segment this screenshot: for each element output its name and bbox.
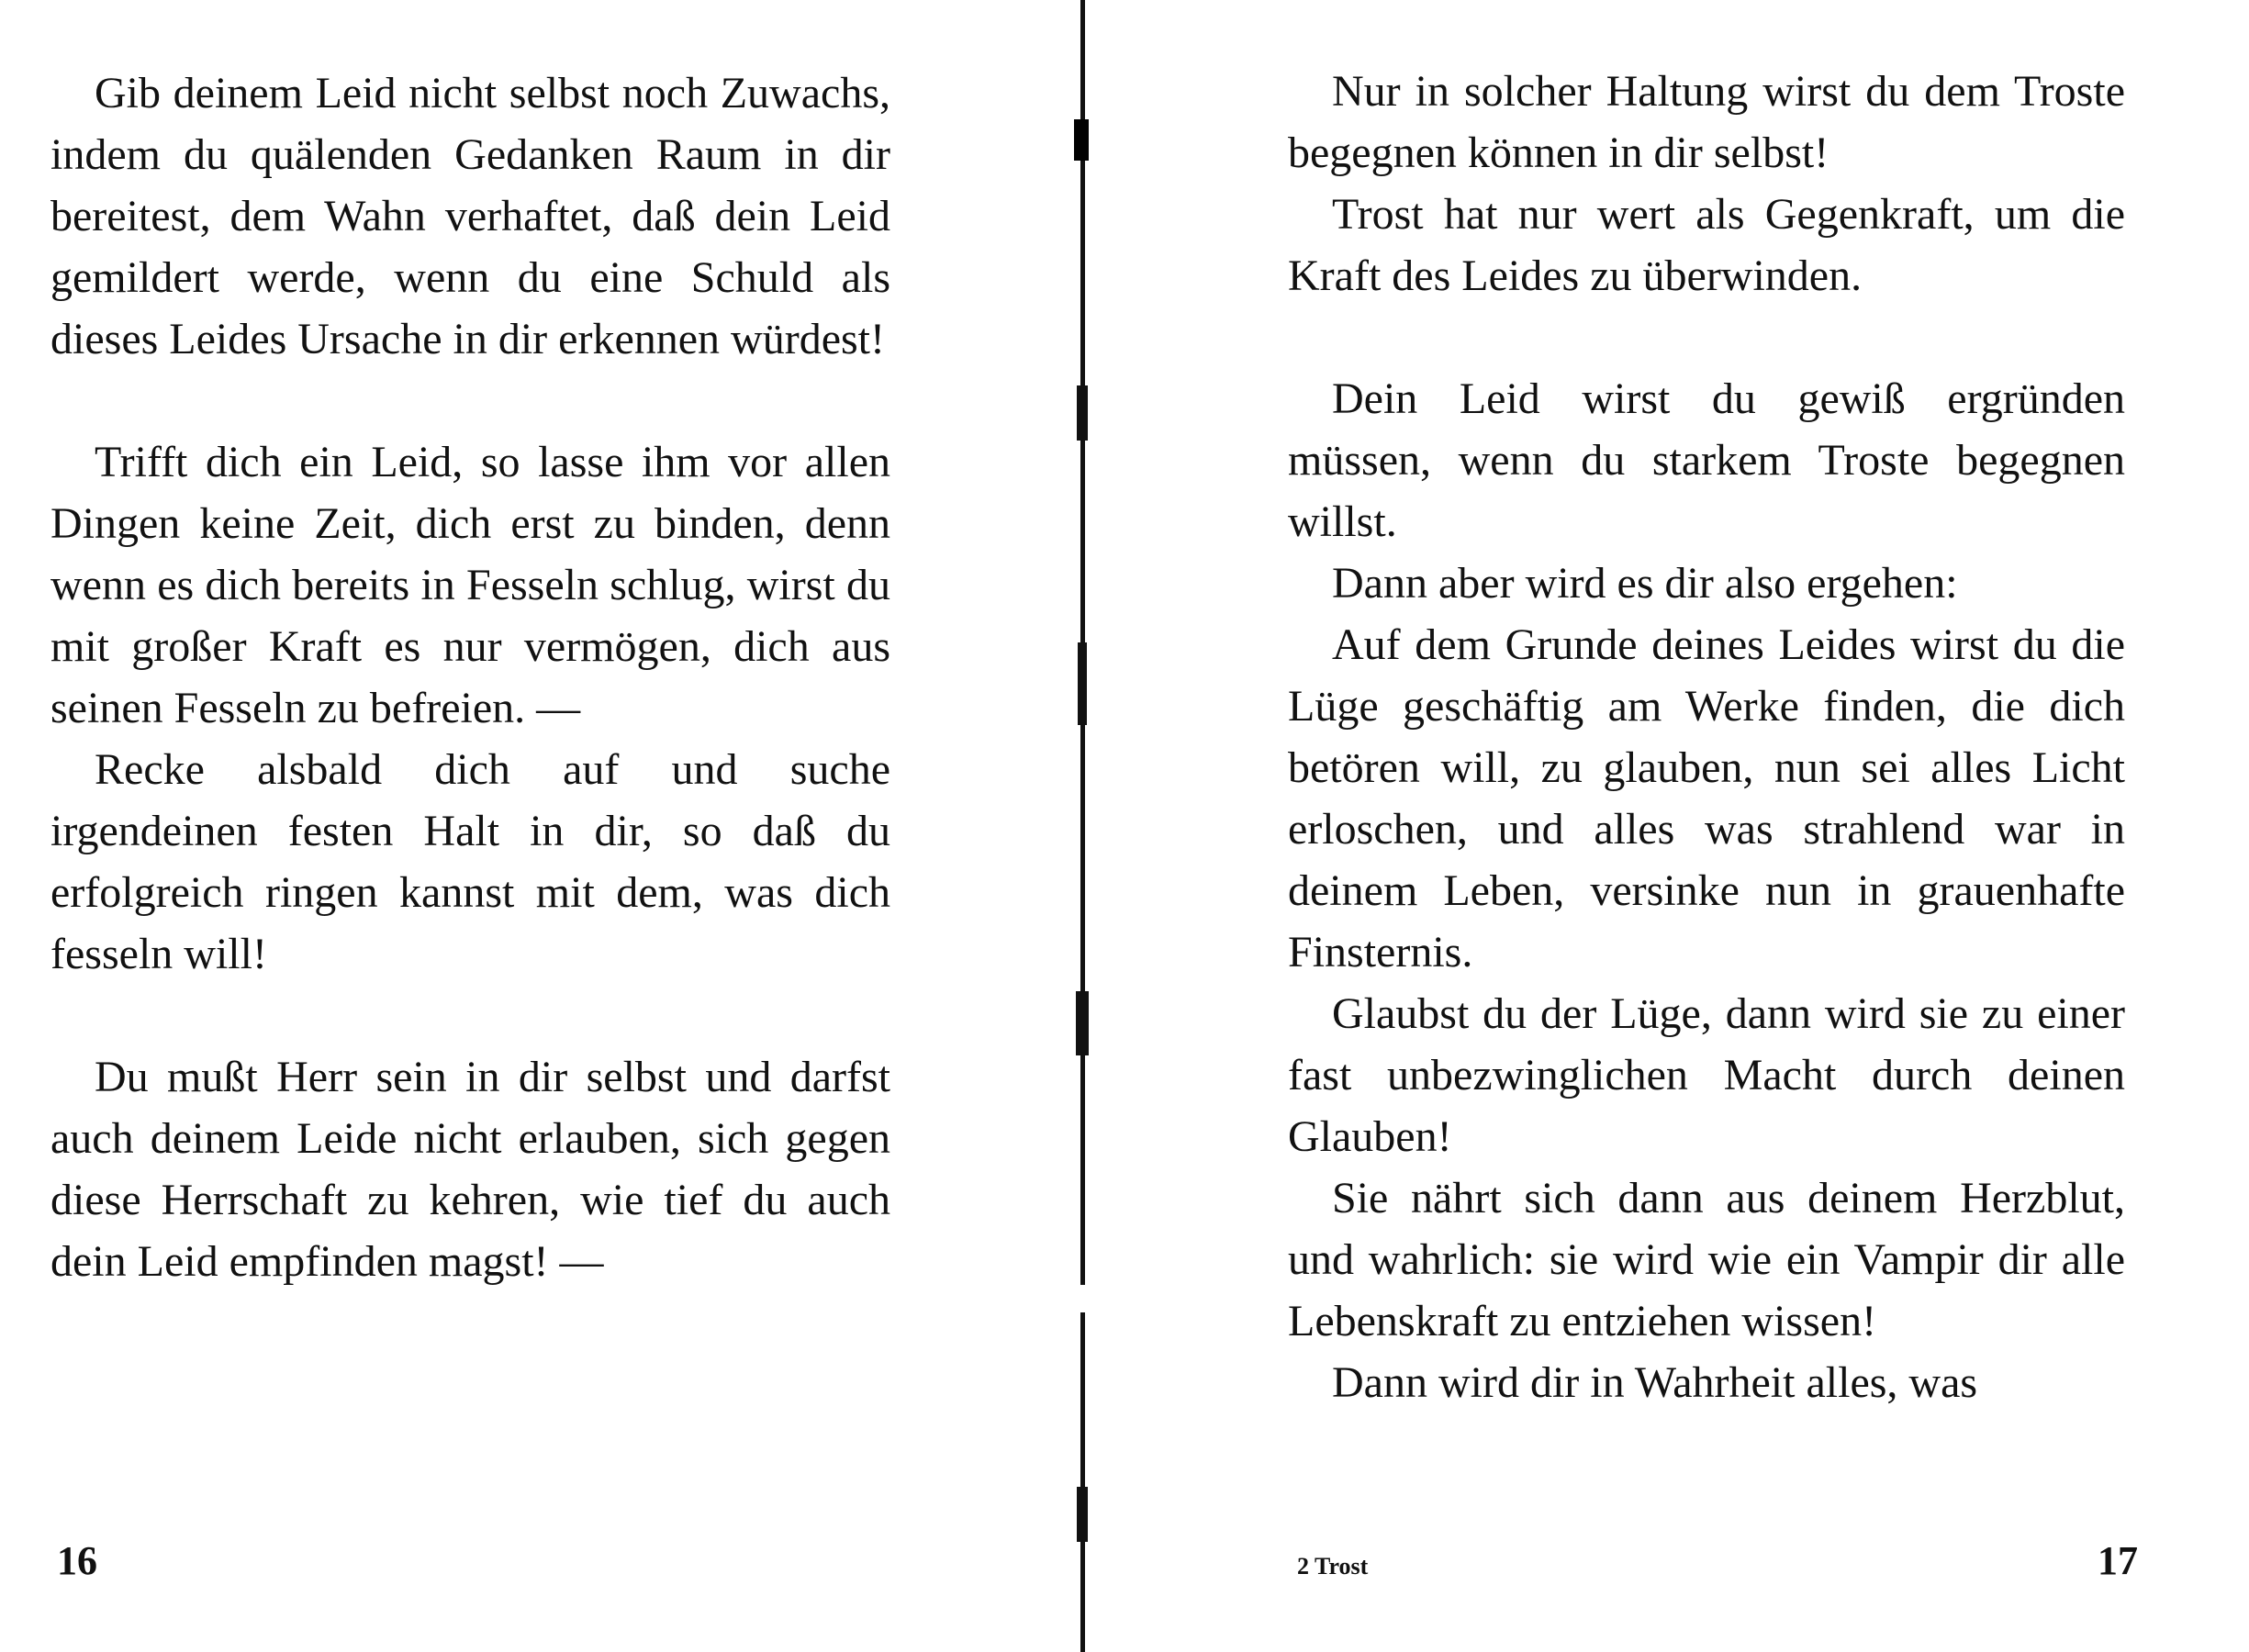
page-number: 16 [57,1538,97,1583]
page-number: 17 [2098,1538,2138,1583]
paragraph: Recke alsbald dich auf und suche irgendeinen festen Halt in dir, so daß du erfolgreich ringen kannst mit dem, was dich fesseln will! [50,745,890,978]
right-page-text [1288,61,2125,1413]
paragraph: Auf dem Grunde deines Leides wirst du die Lüge geschäftig am Werke finden, die dich betören will, zu glauben, nun sei alles Licht erloschen, und alles was strahlend war in deinem Leben, versinke nun in grauenhafte Finsternis. [1288,620,2125,977]
left-page-text [50,62,890,1292]
paragraph: Trost hat nur wert als Gegenkraft, um die Kraft des Leides zu überwinden. [1288,190,2125,300]
paragraph: Dein Leid wirst du gewiß ergründen müssen, wenn du starkem Troste begegnen willst. [1288,374,2125,546]
paragraph: Nur in solcher Haltung wirst du dem Troste begegnen können in dir selbst! [1288,67,2125,177]
paragraph: Gib deinem Leid nicht selbst noch Zuwachs, indem du quälenden Gedanken Raum in dir bereitest, dem Wahn verhaftet, daß dein Leid gemildert werde, wenn du eine Schuld als dieses Leides Ursache in dir erkennen würdest! [50,69,890,363]
paragraph: Sie nährt sich dann aus deinem Herzblut, und wahrlich: sie wird wie ein Vampir dir alle Lebenskraft zu entziehen wissen! [1288,1174,2125,1345]
right-page [1092,0,2249,1652]
left-page [0,0,1065,1652]
paragraph: Du mußt Herr sein in dir selbst und darfst auch deinem Leide nicht erlauben, sich gegen diese Herrschaft zu kehren, wie tief du auch dein Leid empfinden magst! — [50,1053,890,1286]
paragraph: Dann aber wird es dir also ergehen: [1332,559,1958,608]
paragraph: Dann wird dir in Wahrheit alles, was [1332,1358,1978,1407]
paragraph: Trifft dich ein Leid, so lasse ihm vor allen Dingen keine Zeit, dich erst zu binden, denn wenn es dich bereits in Fesseln schlug, wirst du mit großer Kraft es nur vermögen, dich aus seinen Fesseln zu befreien. — [50,438,890,732]
paragraph: Glaubst du der Lüge, dann wird sie zu einer fast unbezwinglichen Macht durch deinen Glauben! [1288,989,2125,1161]
signature-mark: 2 Trost [1297,1553,1369,1579]
